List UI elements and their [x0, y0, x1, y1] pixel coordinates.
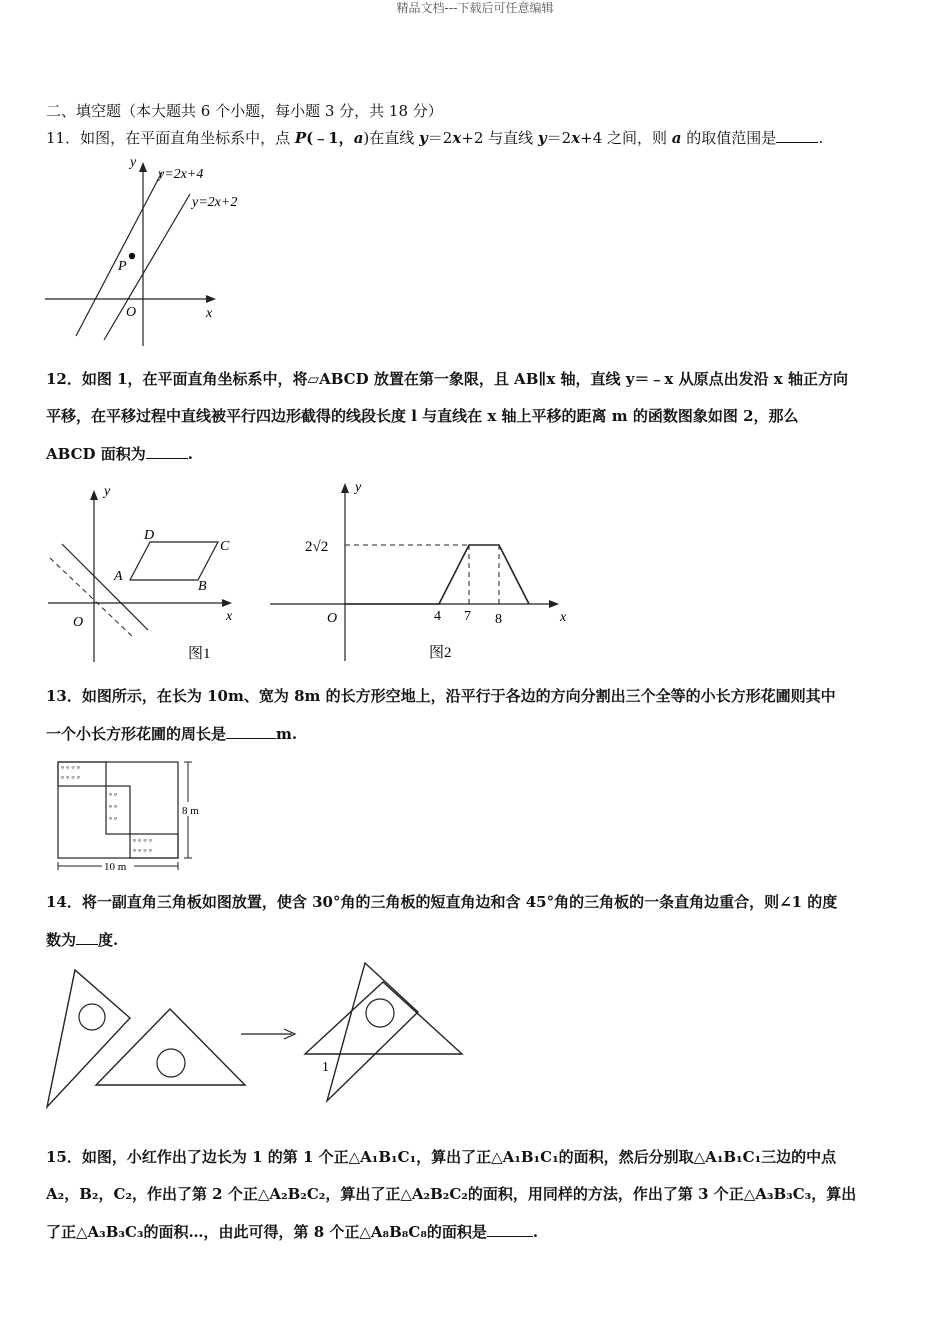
q12-fig1-origin-label: O — [73, 615, 84, 630]
q14-text-line2: 数为 — [46, 931, 77, 949]
q13-width-label: 10 m — [104, 861, 127, 873]
answer-blank — [226, 722, 276, 739]
q12-fig2-origin-label: O — [327, 611, 338, 626]
question-13-line1: 13．如图所示，在长为 10m、宽为 8m 的长方形空地上，沿平行于各边的方向分割出三个全等的小长方形花圃则其中 — [46, 687, 836, 705]
svg-text:ᵠ ᵠ ᵠ ᵠ: ᵠ ᵠ ᵠ ᵠ — [61, 763, 80, 773]
q13-figure — [50, 758, 210, 876]
q11-line-top-label: y=2x+4 — [158, 167, 204, 182]
q11-var-y2: y — [537, 129, 547, 147]
q11-var-a2: a — [671, 129, 682, 147]
q13-unit: m. — [276, 725, 298, 743]
q11-point-args: (﹣1， — [306, 129, 354, 147]
q11-text-rest2: +4 之间，则 — [580, 129, 672, 147]
q11-eq1: ＝2 — [427, 129, 453, 147]
q12-fig2-tick-4: 4 — [434, 609, 441, 624]
question-12-line2: 平移，在平移过程中直线被平行四边形截得的线段长度 l 与直线在 x 轴上平移的距离 m 的函数图象如图 2，那么 — [46, 407, 799, 425]
q13-height-label: 8 m — [182, 805, 199, 817]
section-title: 二、填空题（本大题共 6 个小题，每小题 3 分，共 18 分） — [46, 102, 443, 120]
q12-fig2-tick-7: 7 — [464, 609, 471, 624]
q11-var-y1: y — [419, 129, 428, 147]
svg-text:ᵠ ᵠ: ᵠ ᵠ — [109, 814, 118, 824]
q12-figure-1 — [40, 480, 250, 670]
q11-text-end: 的取值范围是 — [681, 129, 777, 147]
question-15-line2: A₂，B₂，C₂，作出了第 2 个正△A₂B₂C₂，算出了正△A₂B₂C₂的面积，用同样的方法，作出了第 3 个正△A₃B₃C₃，算出 — [46, 1185, 857, 1203]
q12-vertex-a-label: A — [114, 569, 123, 584]
answer-blank — [487, 1220, 533, 1237]
q11-line-bottom-label: y=2x+2 — [192, 195, 238, 210]
svg-text:ᵠ ᵠ ᵠ ᵠ: ᵠ ᵠ ᵠ ᵠ — [133, 846, 152, 856]
q11-figure — [40, 150, 260, 350]
question-15-line3 — [46, 1220, 916, 1243]
q12-fig2-tick-8: 8 — [495, 612, 502, 627]
q12-fig2-y-axis-label: y — [355, 480, 362, 495]
q11-point-p: P — [294, 129, 307, 147]
q11-y-axis-label: y — [130, 155, 137, 170]
question-11-text — [46, 126, 916, 149]
q12-text-line3: ABCD 面积为 — [46, 445, 146, 463]
q12-fig1-caption: 图1 — [188, 646, 211, 662]
q12-fig1-x-axis-label: x — [226, 609, 233, 624]
answer-blank — [76, 928, 98, 945]
q11-point-label: P — [118, 259, 127, 274]
question-13-line2 — [46, 722, 916, 745]
q11-text-rest1: +2 与直线 — [461, 129, 538, 147]
q12-fig2-caption: 图2 — [429, 645, 452, 661]
question-14-line2 — [46, 928, 916, 951]
q15-text-line3: 了正△A₃B₃C₃的面积…，由此可得，第 8 个正△A₈B₈C₈的面积是 — [46, 1223, 487, 1241]
question-12-line1: 12．如图 1，在平面直角坐标系中，将▱ABCD 放置在第一象限，且 AB∥x 轴，直线 y＝﹣x 从原点出发沿 x 轴正方向 — [46, 370, 848, 388]
q12-vertex-d-label: D — [144, 528, 155, 543]
q11-text-mid: )在直线 — [363, 129, 420, 147]
q12-dot: . — [187, 445, 193, 463]
q11-origin-label: O — [126, 305, 137, 320]
q11-eq2: ＝2 — [546, 129, 572, 147]
svg-text:ᵠ ᵠ ᵠ ᵠ: ᵠ ᵠ ᵠ ᵠ — [133, 836, 152, 846]
q14-angle-1-label: 1 — [322, 1060, 329, 1075]
q12-vertex-c-label: C — [220, 539, 230, 554]
q12-fig2-x-axis-label: x — [560, 610, 567, 625]
page-header-watermark: 精品文档---下载后可任意编辑 — [396, 1, 554, 15]
question-15-line1: 15．如图，小红作出了边长为 1 的第 1 个正△A₁B₁C₁，算出了正△A₁B₁C₁的面积，然后分别取△A₁B₁C₁三边的中点 — [46, 1148, 837, 1166]
q15-dot: . — [532, 1223, 539, 1241]
q11-var-x1: x — [452, 129, 462, 147]
q12-figure-2 — [265, 475, 585, 670]
question-12-line3 — [46, 442, 916, 465]
q11-var-x2: x — [571, 129, 581, 147]
q14-text-end: 度. — [98, 931, 119, 949]
answer-blank — [776, 126, 818, 143]
q12-fig1-y-axis-label: y — [104, 484, 111, 499]
svg-text:ᵠ ᵠ: ᵠ ᵠ — [109, 790, 118, 800]
q12-vertex-b-label: B — [198, 579, 207, 594]
q12-fig2-y-value-label: 2√2 — [305, 539, 329, 555]
q11-var-a: a — [353, 129, 364, 147]
svg-text:ᵠ ᵠ ᵠ ᵠ: ᵠ ᵠ ᵠ ᵠ — [61, 773, 80, 783]
svg-text:ᵠ ᵠ: ᵠ ᵠ — [109, 802, 118, 812]
q13-text-line2: 一个小长方形花圃的周长是 — [46, 725, 227, 743]
question-14-line1: 14．将一副直角三角板如图放置，使含 30°角的三角板的短直角边和含 45°角的三角板的一条直角边重合，则∠1 的度 — [46, 893, 838, 911]
q11-text-pre: 11．如图，在平面直角坐标系中，点 — [46, 129, 295, 147]
q11-dot: . — [818, 129, 824, 147]
q11-x-axis-label: x — [206, 306, 213, 321]
answer-blank — [146, 442, 188, 459]
q14-figure — [40, 955, 470, 1115]
